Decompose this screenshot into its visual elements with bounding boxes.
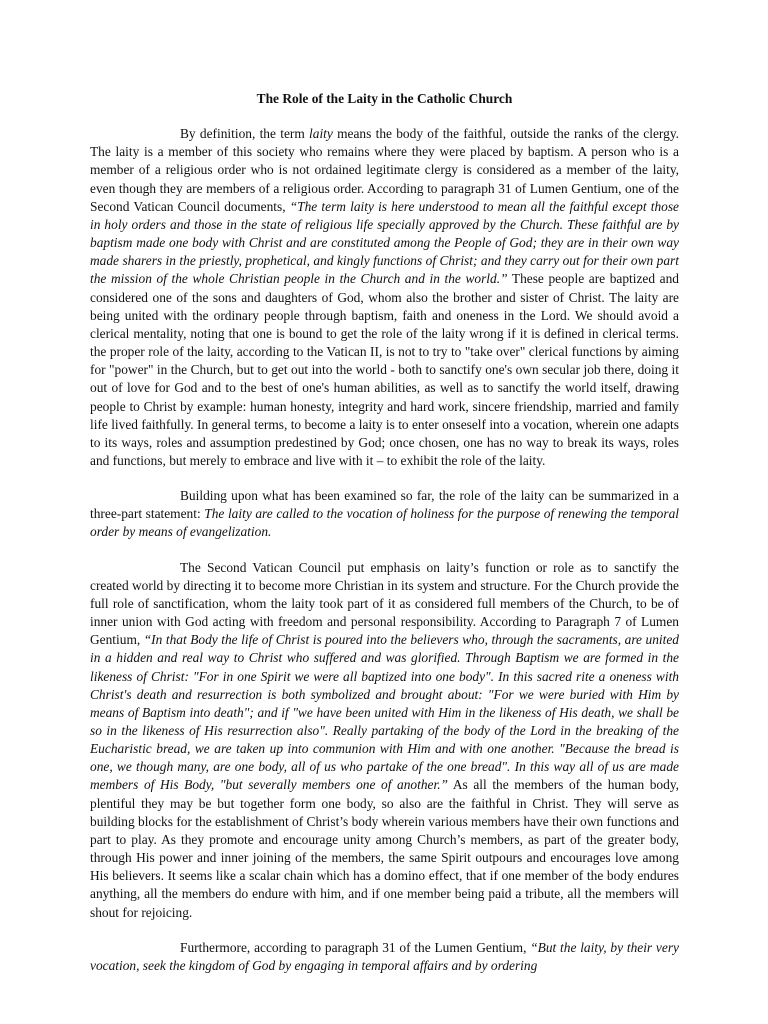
quote-lumen-gentium-31b: “But the laity, by their very vocation, seek the kingdom of God by engaging in temporal affairs and by ordering [90, 939, 679, 973]
document-title: The Role of the Laity in the Catholic Church [256, 91, 513, 106]
quote-lumen-gentium-31: “The term laity is here understood to mean all the faithful except those in holy orders and those in the state of religious life specially approved by the Church. These faithful are by baptism made one body with Christ and are constituted among the People of God; they are in their own way made sharers in the priestly, prophetical, and kingly functions of Christ; and they carry out for their own part the mission of the whole Christian people in the Church and in the world.” [90, 198, 680, 287]
paragraph-text: These people are baptized and considered one of the sons and daughters of God, whom also the brother and sister of Christ. The laity are being united with the ordinary people through baptism, faith and oneness in the Lord. We should avoid a clerical mentality, noting that one is bound to get the role of the laity wrong if it is defined in clerical terms. the proper role of the laity, according to the Vatican II, is not to try to "take over" clerical functions by aiming for "power" in the Church, but to get out into the world - both to sanctify one's own secular job there, doing it out of love for God and to the best of one's human abilities, as well as to sanctify the world itself, drawing people to Christ by example: human honesty, integrity and hard work, sincere friendship, married and family life lived faithfully. In general terms, to become a laity is to enter onseself into a vocation, wherein one adapts to its ways, roles and assumption predestined by God; once chosen, one has no way to break its ways, roles and functions, but merely to embrace and live with it – to exhibit the role of the laity. [90, 271, 680, 468]
paragraph-text: Furthermore, according to paragraph 31 of the Lumen Gentium, [180, 939, 531, 955]
paragraph-text: By definition, the term [180, 126, 310, 142]
paragraph-furthermore [90, 939, 679, 975]
paragraph-vatican-council [90, 559, 679, 922]
paragraph-text: The Second Vatican Council put emphasis on laity’s function or role as to sanctify the created world by directing it to become more Christian in its system and structure. For the Church provide the full role of sanctification, whom the laity took part of it as considered full members of the Church, to be of inner union with God acting with freedom and personal responsibility. According to Paragraph 7 of Lumen Gentium, [90, 559, 679, 648]
paragraph-summary [90, 487, 679, 541]
paragraph-text: Building upon what has been examined so far, the role of the laity can be summarized in a three-part statement: [90, 488, 679, 522]
paragraph-text: As all the members of the human body, plentiful they may be but together form one body, so also are the faithful in Christ. They will serve as building blocks for the establishment of Christ’s body wherein various members have their own functions and part to play. As they promote and encourage unity among Church’s members, as part of the greater body, through His power and inner joining of the members, the same Spirit outpours and encourages love among His believers. It seems like a scalar chain which has a domino effect, that if one member of the body endures anything, all the members do endure with him, and if one member being paid a tribute, all the members will shout for rejoicing. [90, 777, 679, 920]
quote-lumen-gentium-7: “In that Body the life of Christ is poured into the believers who, through the sacraments, are united in a hidden and real way to Christ who suffered and was glorified. Through Baptism we are formed in the likeness of Christ: "For in one Spirit we were all baptized into one body". In this sacred rite a oneness with Christ's death and resurrection is both symbolized and brought about: "For we were buried with Him by means of Baptism into death"; and if "we have been united with Him in the likeness of His death, we shall be so in the likeness of His resurrection also". Really partaking of the body of the Lord in the breaking of the Eucharistic bread, we are taken up into communion with Him and with one another. "Because the bread is one, we though many, are one body, all of us who partake of the one bread". In this way all of us are made members of His Body, "but severally members one of another.” [90, 632, 679, 793]
paragraph-definition [90, 125, 679, 470]
paragraph-text: means the body of the faithful, outside the ranks of the clergy. The laity is a member of this society who remains where they were placed by baptism. A person who is a member of a religious order who is not ordained legitimate clergy is considered as a member of the laity, even though they are members of a religious order. According to paragraph 31 of Lumen Gentium, one of the Second Vatican Council documents, [90, 126, 679, 214]
summary-statement: The laity are called to the vocation of holiness for the purpose of renewing the temporal order by means of evangelization. [90, 506, 679, 540]
emphasis-laity: laity [309, 126, 333, 142]
document-page [90, 90, 679, 992]
